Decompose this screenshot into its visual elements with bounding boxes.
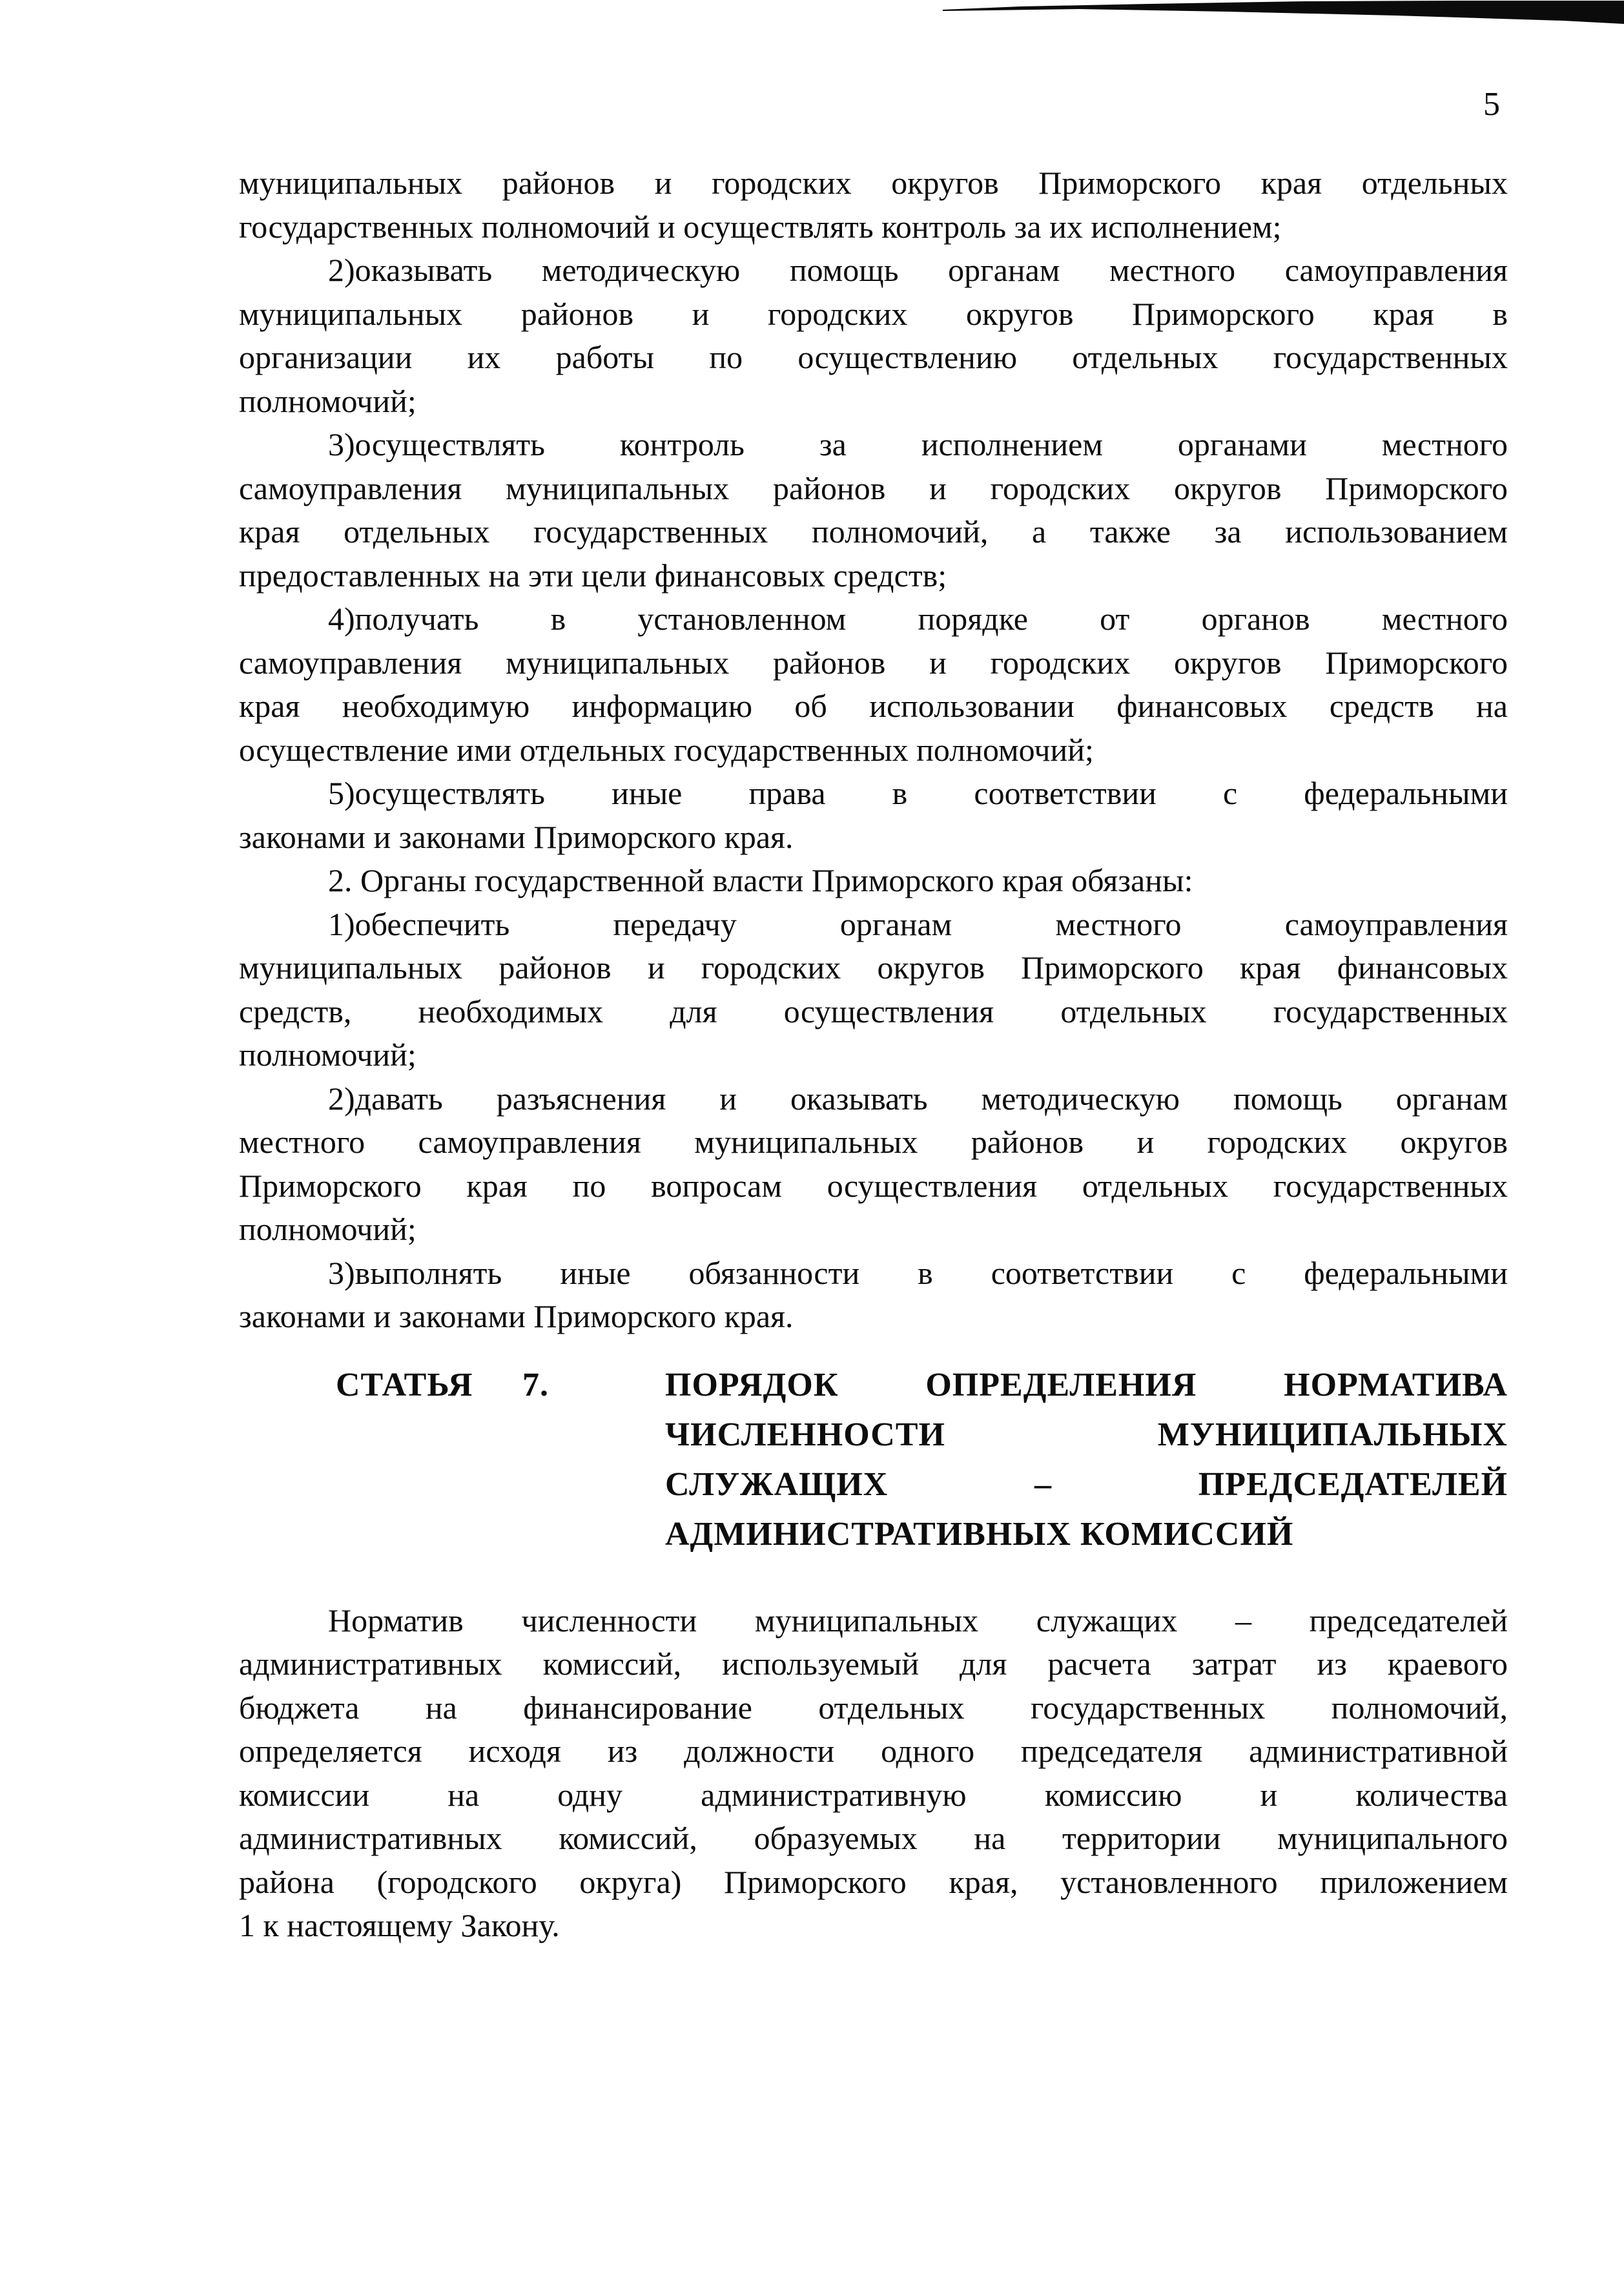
closing-paragraph-line: определяется исходя из должности одного председателя административной (239, 1733, 1508, 1769)
body-text-line: 1)обеспечить передачу органам местного самоуправления (328, 905, 1508, 942)
article-heading-line: ПОРЯДОК ОПРЕДЕЛЕНИЯ НОРМАТИВА (665, 1366, 1508, 1403)
closing-paragraph-line: комиссии на одну административную комиссию и количества (239, 1776, 1508, 1813)
body-text-line: полномочий; (239, 1037, 416, 1073)
body-text-line: края необходимую информацию об использовании финансовых средств на (239, 688, 1508, 724)
body-text-line: 5)осуществлять иные права в соответствии с федеральными (328, 775, 1508, 811)
body-text-line: местного самоуправления муниципальных районов и городских округов (239, 1124, 1508, 1160)
closing-paragraph-line: бюджета на финансирование отдельных государственных полномочий, (239, 1689, 1508, 1726)
body-text-line: 2)оказывать методическую помощь органам местного самоуправления (328, 252, 1508, 288)
text-block (239, 161, 1508, 1948)
article-heading-line: АДМИНИСТРАТИВНЫХ КОМИССИЙ (665, 1515, 1294, 1553)
body-text (239, 161, 1508, 1339)
article-heading-title (665, 1360, 1508, 1559)
body-text-line: организации их работы по осуществлению отдельных государственных (239, 339, 1508, 375)
body-text-line: полномочий; (239, 382, 416, 419)
closing-paragraph (239, 1599, 1508, 1948)
scan-streak-icon (943, 0, 1624, 26)
body-text-line: 3)осуществлять контроль за исполнением органами местного (328, 426, 1508, 462)
body-text-line: предоставленных на эти цели финансовых средств; (239, 557, 947, 594)
closing-paragraph-line: административных комиссий, используемый для расчета затрат из краевого (239, 1646, 1508, 1682)
body-text-line: Приморского края по вопросам осуществления отдельных государственных (239, 1167, 1508, 1204)
page-number: 5 (1483, 86, 1500, 123)
body-text-line: 2)давать разъяснения и оказывать методическую помощь органам (328, 1080, 1508, 1117)
body-text-line: осуществление ими отдельных государственных полномочий; (239, 731, 1094, 768)
closing-paragraph-line: 1 к настоящему Закону. (239, 1907, 560, 1943)
body-text-line: края отдельных государственных полномочий, а также за использованием (239, 513, 1508, 550)
article-heading-line: СЛУЖАЩИХ – ПРЕДСЕДАТЕЛЕЙ (665, 1465, 1508, 1503)
body-text-line: 3)выполнять иные обязанности в соответствии с федеральными (328, 1254, 1508, 1291)
closing-paragraph-line: административных комиссий, образуемых на территории муниципального (239, 1820, 1508, 1856)
body-text-line: муниципальных районов и городских округов Приморского края в (239, 295, 1508, 332)
article-heading-label-number: 7. (522, 1366, 549, 1403)
article-heading-line: ЧИСЛЕННОСТИ МУНИЦИПАЛЬНЫХ (665, 1416, 1508, 1453)
closing-paragraph-line: района (городского округа) Приморского края, установленного приложением (239, 1863, 1508, 1900)
body-text-line: государственных полномочий и осуществлять контроль за их исполнением; (239, 208, 1282, 245)
closing-paragraph-line: Норматив численности муниципальных служащих – председателей (328, 1602, 1508, 1638)
body-text-line: средств, необходимых для осуществления отдельных государственных (239, 993, 1508, 1029)
article-heading-label (336, 1360, 549, 1410)
body-text-line: 2. Органы государственной власти Приморского края обязаны: (328, 862, 1193, 898)
body-text-line: полномочий; (239, 1211, 416, 1247)
body-text-line: законами и законами Приморского края. (239, 1298, 794, 1334)
body-text-line: муниципальных районов и городских округов Приморского края финансовых (239, 949, 1508, 986)
body-text-line: муниципальных районов и городских округов Приморского края отдельных (239, 165, 1508, 201)
body-text-line: 4)получать в установленном порядке от органов местного (328, 601, 1508, 637)
body-text-line: самоуправления муниципальных районов и городских округов Приморского (239, 470, 1508, 506)
body-text-line: законами и законами Приморского края. (239, 818, 794, 855)
article-heading (336, 1360, 1508, 1559)
body-text-line: самоуправления муниципальных районов и городских округов Приморского (239, 644, 1508, 681)
article-heading-label-word: СТАТЬЯ (336, 1366, 473, 1403)
